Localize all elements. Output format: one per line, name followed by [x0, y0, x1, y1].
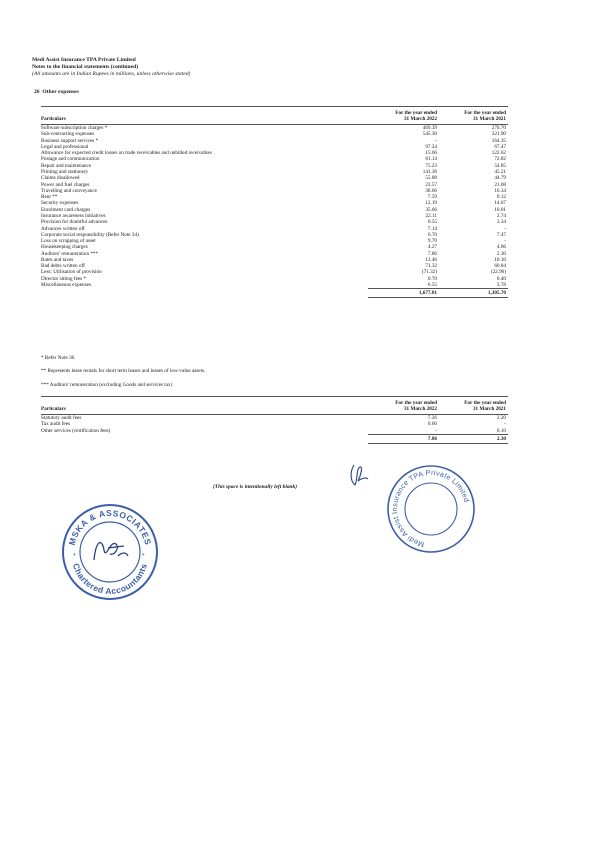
row-label: Sub-contracting expenses	[41, 131, 95, 138]
stamp-top-text: MSKA & ASSOCIATES	[66, 507, 154, 547]
row-value-2022: 55.88	[425, 175, 437, 182]
total-row	[41, 289, 508, 298]
row-value-2021: 21.08	[494, 181, 506, 188]
row-value-2021: 4.66	[496, 244, 506, 251]
col-2021: For the year ended 31 March 2021	[437, 107, 508, 125]
section-heading	[34, 89, 79, 95]
row-value-2021: 60.84	[494, 263, 506, 270]
company-name: Medi Assist Insurance TPA Private Limited	[32, 57, 136, 63]
row-label: Legal and professional	[41, 143, 89, 150]
svg-text:MSKA & ASSOCIATES	[67, 508, 154, 546]
initials-signature	[346, 461, 372, 489]
row-value-2021: 14.67	[494, 200, 506, 207]
row-value-2022: 9.70	[427, 238, 437, 245]
row-value-2021: 0.40	[496, 275, 506, 282]
row-value-2022: (71.32)	[421, 269, 437, 276]
row-value-2021: 54.85	[494, 162, 506, 169]
row-value-2021: 276.70	[491, 125, 506, 131]
row-value-2022: 7.26	[427, 415, 437, 421]
row-value-2021: 3.78	[496, 282, 506, 289]
col-2022: For the year ended 31 March 2022	[368, 107, 437, 125]
row-label: Printing and stationery	[41, 168, 89, 175]
total-row	[41, 434, 508, 443]
row-value-2022: 6.55	[427, 282, 437, 289]
total-2022: 1,677.81	[368, 289, 437, 298]
col-particulars: Particulars	[41, 107, 368, 125]
row-value-2021: 164.35	[491, 137, 506, 144]
row-value-2021: 2.30	[496, 250, 506, 257]
row-value-2021: 0.12	[496, 194, 506, 201]
row-label: Claims disallowed	[41, 175, 80, 182]
row-label: Travelling and conveyance	[41, 187, 97, 194]
total-2021: 2.30	[437, 434, 508, 443]
total-2021: 1,305.70	[437, 289, 508, 298]
svg-text:Medi Assist Insurance TPA Priv	[390, 468, 471, 549]
row-value-2022: 7.14	[427, 225, 437, 232]
row-label: Statutory audit fees	[41, 415, 82, 421]
row-label: Power and fuel charges	[41, 181, 90, 188]
row-value-2021: -	[504, 225, 506, 232]
company-stamp-text: Medi Assist Insurance TPA Private Limited	[389, 467, 472, 550]
row-value-2022: 81.14	[425, 156, 437, 163]
row-value-2021: 2.20	[496, 415, 506, 421]
row-value-2022: 38.66	[425, 187, 437, 194]
row-label: Advances written off	[41, 225, 85, 232]
row-value-2022: 35.66	[425, 206, 437, 213]
row-label: Less: Utilisation of provision	[41, 269, 102, 276]
row-value-2021: -	[504, 421, 506, 428]
row-value-2021: 10.10	[494, 256, 506, 263]
row-label: Allowance for expected credit losses on trade receivables and unbilled receivables	[41, 150, 212, 157]
row-label: Tax audit fees	[41, 421, 71, 428]
footnote-triple-star: *** Auditors' remuneration (excluding Goods and services tax)	[41, 382, 173, 388]
footnote-double-star: ** Represents lease rentals for short term leases and leases of low-value assets.	[41, 368, 206, 374]
table-row	[41, 428, 508, 435]
row-value-2022: -	[435, 427, 437, 434]
row-value-2022: 12.19	[425, 200, 437, 207]
row-value-2021: 122.62	[491, 150, 506, 157]
row-value-2022: 75.23	[425, 162, 437, 169]
table-header-row	[41, 397, 508, 415]
blank-space-note: (This space is intentionally left blank)	[213, 484, 298, 490]
row-value-2021: 45.21	[494, 168, 506, 175]
row-value-2022: -	[435, 137, 437, 144]
notes-title: Notes to the financial statements (continued)	[32, 64, 139, 70]
col-2021: For the year ended 31 March 2021	[437, 397, 508, 415]
row-value-2022: 23.57	[425, 181, 437, 188]
section-title: Other expenses	[42, 89, 79, 95]
footnote-star: * Refer Note 36.	[41, 355, 76, 361]
row-value-2022: 0.60	[427, 421, 437, 428]
row-value-2022: 71.32	[425, 263, 437, 270]
stamp-bottom-text: Chartered Accountants	[70, 561, 150, 597]
row-label: Auditors' remuneration ***	[41, 250, 99, 257]
row-value-2021: 0.10	[496, 427, 506, 434]
row-value-2022: 0.55	[427, 219, 437, 226]
row-value-2021: 2.74	[496, 212, 506, 219]
row-value-2021: 321.90	[491, 131, 506, 138]
row-label: Security expenses	[41, 200, 79, 207]
row-value-2021: 7.47	[496, 231, 506, 238]
other-expenses-table	[41, 106, 508, 298]
row-value-2021: -	[504, 238, 506, 245]
row-label: Business support services *	[41, 137, 99, 144]
svg-text:*: *	[142, 553, 145, 560]
row-value-2022: 7.59	[427, 194, 437, 201]
col-particulars: Particulars	[41, 397, 368, 415]
row-value-2021: 16.34	[494, 187, 506, 194]
row-label: Housekeeping charges	[41, 244, 88, 251]
table-row	[41, 282, 508, 289]
row-value-2022: 0.70	[427, 275, 437, 282]
row-value-2022: 4.27	[427, 244, 437, 251]
company-stamp	[385, 463, 477, 555]
row-label: Provision for doubtful advances	[41, 219, 108, 226]
row-value-2021: 72.82	[494, 156, 506, 163]
auditor-signature	[94, 543, 128, 560]
row-value-2022: 7.86	[427, 250, 437, 257]
row-value-2022: 15.66	[425, 150, 437, 157]
row-label: Bad debts written off	[41, 263, 85, 270]
row-value-2022: 469.39	[422, 125, 437, 131]
row-label: Repair and maintenance	[41, 162, 92, 169]
row-label: Other services (certification fees)	[41, 427, 111, 434]
row-label: Postage and communication	[41, 156, 100, 163]
row-label: Rates and taxes	[41, 256, 74, 263]
row-value-2022: 6.70	[427, 231, 437, 238]
row-label: Corporate social responsibility (Refer Note 34)	[41, 231, 139, 238]
section-number: 26	[34, 89, 40, 95]
row-value-2021: 10.01	[494, 206, 506, 213]
total-2022: 7.86	[368, 434, 437, 443]
auditor-remuneration-table	[41, 396, 508, 444]
auditor-stamp	[58, 500, 162, 604]
row-label: Miscellaneous expenses	[41, 282, 91, 289]
row-value-2021: (22.96)	[490, 269, 506, 276]
row-value-2022: 141.36	[422, 168, 437, 175]
row-label: Enrolment card charges	[41, 206, 91, 213]
row-value-2021: 3.34	[496, 219, 506, 226]
row-label: Rent **	[41, 194, 58, 201]
table-row	[41, 415, 508, 422]
table-header-row	[41, 107, 508, 125]
row-label: Loss on scrapping of asset	[41, 238, 96, 245]
svg-text:*: *	[73, 553, 76, 560]
row-label: Insurance awareness initiatives	[41, 212, 106, 219]
row-value-2022: 13.46	[425, 256, 437, 263]
row-value-2021: 67.47	[494, 143, 506, 150]
amounts-note: (All amounts are in Indian Rupees in millions, unless otherwise stated)	[32, 71, 191, 77]
row-value-2022: 22.11	[425, 212, 437, 219]
row-value-2022: 545.30	[422, 131, 437, 138]
row-label: Software subscription charges *	[41, 125, 108, 131]
row-label: Director sitting fees *	[41, 275, 87, 282]
row-value-2021: 44.79	[494, 175, 506, 182]
table-row	[41, 125, 508, 132]
row-value-2022: 97.24	[425, 143, 437, 150]
col-2022: For the year ended 31 March 2022	[368, 397, 437, 415]
